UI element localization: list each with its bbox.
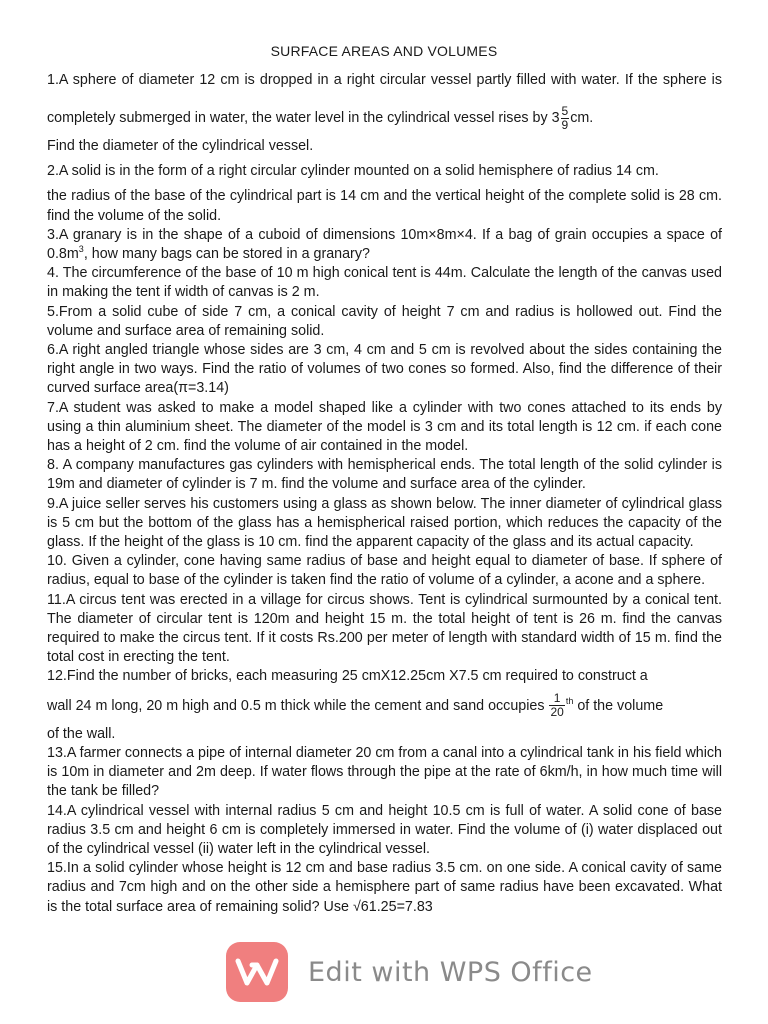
question-1-line2: Find the diameter of the cylindrical vessel. [47, 138, 314, 154]
question-15: 15.In a solid cylinder whose height is 12 cm and base radius 3.5 cm. on one side. A conical cavity of same radius and 7cm high and on the other side a hemisphere part of same radius have been excavated. What is the total surface area of remaining solid? Use √61.25=7.83 [47, 860, 722, 915]
question-12-line2: wall 24 m long, 20 m high and 0.5 m thick while the cement and sand occupies $\frac{1}{20}$ $^{th}$ of the volume [47, 691, 664, 720]
question-3: 3.A granary is in the shape of a cuboid of dimensions 10m×8m×4. If a bag of grain occupies a space of $0.8m^3$, how many bags can be stored in a granary? [47, 226, 722, 263]
question-12-line3: of the wall. [47, 725, 116, 742]
question-2-line1: 2.A solid is in the form of a right circular cylinder mounted on a solid hemisphere of radius 14 cm. [47, 163, 659, 180]
fraction-one-twentieth: $\frac{1}{20}$ [550, 691, 564, 720]
question-14: 14.A cylindrical vessel with internal radius 5 cm and height 10.5 cm is full of water. A solid cone of base radius 3.5 cm and height 6 cm is completely immersed in water. Find the volume of (i) water displaced out of the cylindrical vessel (ii) water left in the cylindrical vessel. [47, 802, 722, 857]
question-7: 7.A student was asked to make a model shaped like a cylinder with two cones attached to its ends by using a thin aluminium sheet. The diameter of the model is 3 cm and its total length is 12 cm. if each cone has a height of 2 cm. find the volume of air contained in the model. [47, 399, 722, 455]
page-title: SURFACE AREAS AND VOLUMES [270, 43, 498, 59]
wps-watermark-text: Edit with WPS Office [308, 956, 593, 988]
question-1-text: 1.A sphere of diameter 12 cm is dropped in a right circular vessel partly filled with water. If the sphere is completely submerged in water, the water level in the cylindrical vessel rises by 3 $\frac{5}{9}$ cm. [47, 72, 722, 132]
question-13: 13.A farmer connects a pipe of internal diameter 20 cm from a canal into a cylindrical tank in his field which is 10m in diameter and 2m deep. If water flows through the pipe at the rate of 6km/h, in how much time will the tank be filled? [47, 744, 722, 800]
question-12 [47, 667, 722, 743]
question-11: 11.A circus tent was erected in a village for circus shows. Tent is cylindrical surmounted by a conical tent. The diameter of circular tent is 120m and height 15 m. the total height of tent is 26 m. find the canvas required to make the circus tent. If it costs Rs.200 per meter of length with standard width of 15 m. find the total cost in erecting the tent. [47, 591, 722, 666]
wps-w-glyph [235, 957, 279, 987]
question-2 [47, 162, 722, 226]
document-body [47, 61, 722, 917]
question-5: 5.From a solid cube of side 7 cm, a conical cavity of height 7 cm and radius is hollowed out. Find the volume and surface area of remaining solid. [47, 303, 722, 339]
question-4: 4. The circumference of the base of 10 m high conical tent is 44m. Calculate the length of the canvas used in making the tent if width of canvas is 2 m. [47, 265, 722, 301]
question-1 [47, 61, 722, 156]
question-9: 9.A juice seller serves his customers using a glass as shown below. The inner diameter of cylindrical glass is 5 cm but the bottom of the glass has a hemispherical raised portion, which reduces the capacity of the glass. If the height of the glass is 10 cm. find the apparent capacity of the glass and its actual capacity. [47, 495, 722, 551]
fraction-five-ninths: $\frac{5}{9}$ [561, 103, 569, 132]
question-2-line2: the radius of the base of the cylindrical part is 14 cm and the vertical height of the complete solid is 28 cm. find the volume of the solid. [47, 188, 722, 224]
question-10: 10. Given a cylinder, cone having same radius of base and height equal to diameter of base. If sphere of radius, equal to base of the cylinder is taken find the ratio of volume of a cylinder, a acone and a sphere. [47, 553, 722, 589]
question-12-line1: 12.Find the number of bricks, each measuring 25 cmX12.25cm X7.5 cm required to construct a [47, 668, 648, 685]
superscript-3: 3 [78, 244, 84, 255]
wps-watermark[interactable] [226, 940, 593, 1004]
question-6: 6.A right angled triangle whose sides are 3 cm, 4 cm and 5 cm is revolved about the sides containing the right angle in two ways. Find the ratio of volumes of two cones so formed. Also, find the difference of their curved surface area(π=3.14) [47, 342, 722, 397]
question-8: 8. A company manufactures gas cylinders with hemispherical ends. The total length of the solid cylinder is 19m and diameter of cylinder is 7 m. find the volume and surface area of the cylinder. [47, 457, 722, 493]
wps-logo-icon [226, 942, 288, 1002]
